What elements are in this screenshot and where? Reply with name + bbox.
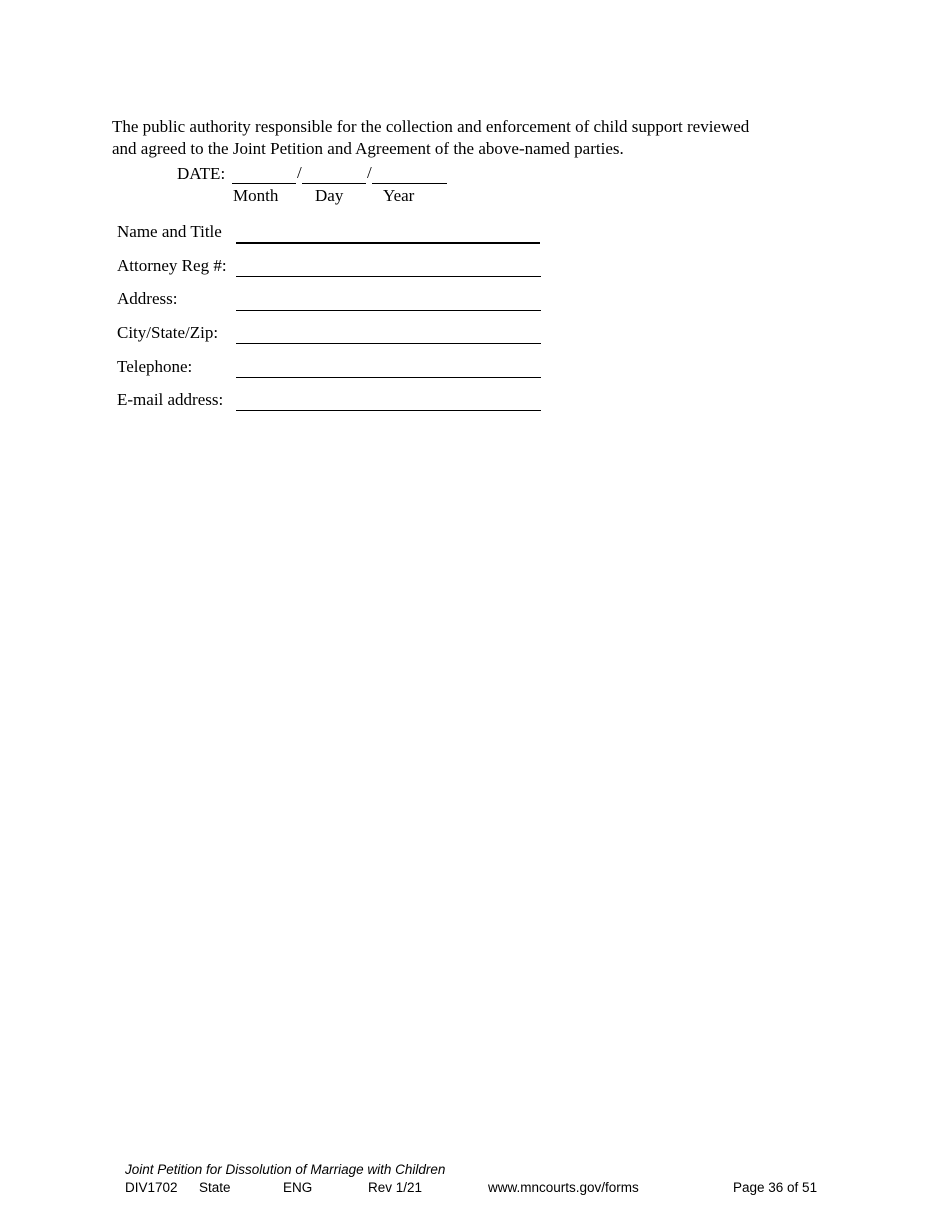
telephone-label: Telephone:: [117, 357, 193, 376]
address-label: Address:: [117, 289, 178, 308]
date-label: DATE:: [177, 164, 226, 183]
attorney-reg-label: Attorney Reg #:: [117, 256, 227, 275]
body-text-line-1: The public authority responsible for the collection and enforcement of child support reviewed: [112, 117, 750, 136]
telephone-field[interactable]: [236, 377, 541, 378]
body-text-line-2: and agreed to the Joint Petition and Agreement of the above-named parties.: [112, 139, 624, 158]
email-field[interactable]: [236, 410, 541, 411]
name-title-label: Name and Title: [117, 222, 222, 241]
month-caption: Month: [233, 186, 279, 205]
city-state-zip-label: City/State/Zip:: [117, 323, 219, 342]
date-year-field[interactable]: [372, 183, 447, 184]
footer-language: ENG: [283, 1180, 313, 1195]
year-caption: Year: [383, 186, 415, 205]
date-separator: /: [367, 163, 372, 182]
email-label: E-mail address:: [117, 390, 224, 409]
address-field[interactable]: [236, 310, 541, 311]
footer-url: www.mncourts.gov/forms: [488, 1180, 639, 1195]
day-caption: Day: [315, 186, 344, 205]
date-separator: /: [297, 163, 302, 182]
footer-page-number: Page 36 of 51: [733, 1180, 818, 1195]
attorney-reg-field[interactable]: [236, 276, 541, 277]
footer-form-title: Joint Petition for Dissolution of Marriage with Children: [125, 1162, 446, 1177]
footer-state: State: [199, 1180, 231, 1195]
footer-form-code: DIV1702: [125, 1180, 178, 1195]
date-month-field[interactable]: [232, 183, 296, 184]
name-title-field[interactable]: [236, 242, 540, 244]
date-day-field[interactable]: [302, 183, 366, 184]
footer-revision: Rev 1/21: [368, 1180, 423, 1195]
city-state-zip-field[interactable]: [236, 343, 541, 344]
